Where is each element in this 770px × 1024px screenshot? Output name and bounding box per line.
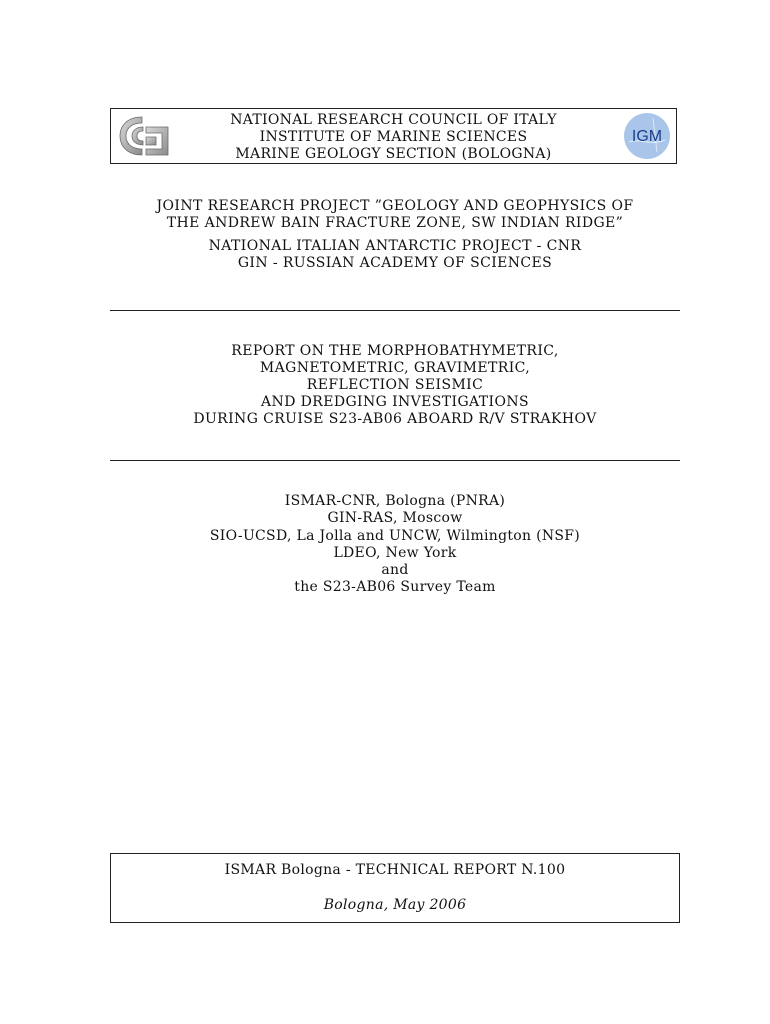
report-title-line-1: REPORT ON THE MORPHOBATHYMETRIC, (231, 343, 559, 359)
report-date: Bologna, May 2006 (323, 897, 467, 913)
divider-top (110, 310, 680, 311)
header-line-1: NATIONAL RESEARCH COUNCIL OF ITALY (230, 112, 557, 128)
header-line-2: INSTITUTE OF MARINE SCIENCES (259, 129, 528, 145)
technical-report-number: ISMAR Bologna - TECHNICAL REPORT N.100 (224, 862, 566, 878)
joint-project-title (100, 198, 690, 232)
author-line-1: ISMAR-CNR, Bologna (PNRA) (284, 493, 506, 509)
report-title-line-4: AND DREDGING INVESTIGATIONS (261, 394, 529, 410)
report-title-line-5: DURING CRUISE S23-AB06 ABOARD R/V STRAKHOV (193, 411, 597, 427)
national-project (100, 238, 690, 272)
author-line-4: LDEO, New York (333, 544, 457, 561)
joint-project-line-2: THE ANDREW BAIN FRACTURE ZONE, SW INDIAN RIDGE” (166, 215, 624, 231)
author-line-5: and (381, 562, 409, 579)
national-project-line-2: GIN - RUSSIAN ACADEMY OF SCIENCES (237, 255, 553, 271)
header-line-3: MARINE GEOLOGY SECTION (BOLOGNA) (235, 146, 552, 162)
author-line-6: the S23-AB06 Survey Team (294, 579, 496, 596)
author-line-3: SIO-UCSD, La Jolla and UNCW, Wilmington (NSF) (209, 527, 581, 544)
institution-header (110, 112, 677, 163)
author-line-2: GIN-RAS, Moscow (327, 510, 463, 527)
national-project-line-1: NATIONAL ITALIAN ANTARCTIC PROJECT - CNR (208, 238, 582, 254)
authors (100, 493, 690, 597)
divider-bottom (110, 460, 680, 461)
report-title-line-3: REFLECTION SEISMIC (306, 377, 484, 393)
igm-logo-text: IGM (631, 128, 663, 145)
report-title-line-2: MAGNETOMETRIC, GRAVIMETRIC, (259, 360, 531, 376)
joint-project-line-1: JOINT RESEARCH PROJECT ”GEOLOGY AND GEOPHYSICS OF (156, 198, 634, 214)
report-title (100, 343, 690, 428)
